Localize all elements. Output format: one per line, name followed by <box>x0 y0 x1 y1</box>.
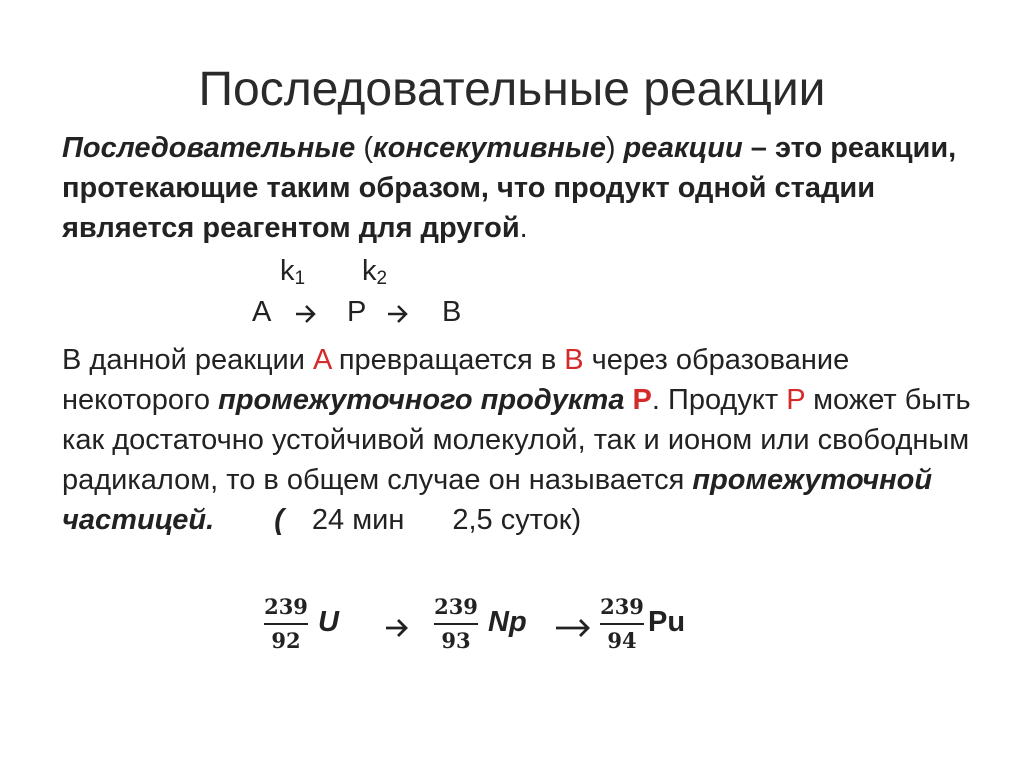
species-p-highlight: P <box>632 384 652 416</box>
definition-paragraph <box>62 128 982 248</box>
pu-charge-number: 94 <box>607 628 637 653</box>
arrow-icon <box>386 300 412 326</box>
description-text-2: превращается в <box>330 344 565 376</box>
definition-term: Последовательные <box>62 132 356 164</box>
pu-symbol: Pu <box>648 606 686 638</box>
description-text-3: через образование некоторого <box>62 344 850 416</box>
u-mass-number: 239 <box>264 594 308 619</box>
np-charge-number: 93 <box>441 628 471 653</box>
species-b-highlight: B <box>564 344 584 376</box>
description-text-5: может быть как достаточно устойчивой молекулой, так и ионом или свободным радикалом, то в общем случае он называется <box>62 384 971 496</box>
intermediate-product-term: промежуточного продукта <box>218 384 625 416</box>
definition-word: реакции <box>623 132 743 164</box>
definition-close-paren: ) <box>605 132 624 164</box>
slide-title: Последовательные реакции <box>198 63 826 116</box>
description-paragraph <box>62 340 982 540</box>
half-life-2: 2,5 суток) <box>452 504 582 536</box>
definition-open-paren: ( <box>355 132 374 164</box>
pu-mass-number: 239 <box>600 594 644 619</box>
time-open-paren: ( <box>274 504 284 536</box>
species-p: P <box>347 296 367 328</box>
arrow-icon <box>294 300 320 326</box>
species-a: A <box>252 296 272 328</box>
nuclear-decay-chain <box>262 594 722 674</box>
pu-isotope-numbers <box>598 594 646 654</box>
description-text-1: В данной реакции <box>62 344 314 376</box>
rate-constant-k2: $k_2$ <box>362 255 388 289</box>
definition-text: это реакции, протекающие таким образом, что продукт одной стадии является реагентом для другой <box>62 132 957 244</box>
species-a-highlight: A <box>313 344 331 376</box>
half-life-1: 24 мин <box>311 504 405 536</box>
arrow-icon <box>384 614 412 640</box>
np-isotope-numbers <box>432 594 480 654</box>
definition-alt-term: консекутивные <box>373 132 606 164</box>
species-b: B <box>442 296 462 328</box>
intermediate-particle-term: промежуточной частицей. <box>62 464 933 536</box>
np-symbol: Np <box>488 606 527 638</box>
definition-end: . <box>519 212 528 244</box>
definition-dash: – <box>742 132 775 164</box>
description-text-4: . Продукт <box>651 384 787 416</box>
np-mass-number: 239 <box>434 594 478 619</box>
arrow-icon <box>554 614 594 640</box>
u-symbol: U <box>318 606 339 638</box>
u-charge-number: 92 <box>271 628 301 653</box>
u-isotope-numbers <box>262 594 310 654</box>
rate-constant-k1: $k_1$ <box>280 255 306 289</box>
species-p-highlight-2: P <box>786 384 806 416</box>
